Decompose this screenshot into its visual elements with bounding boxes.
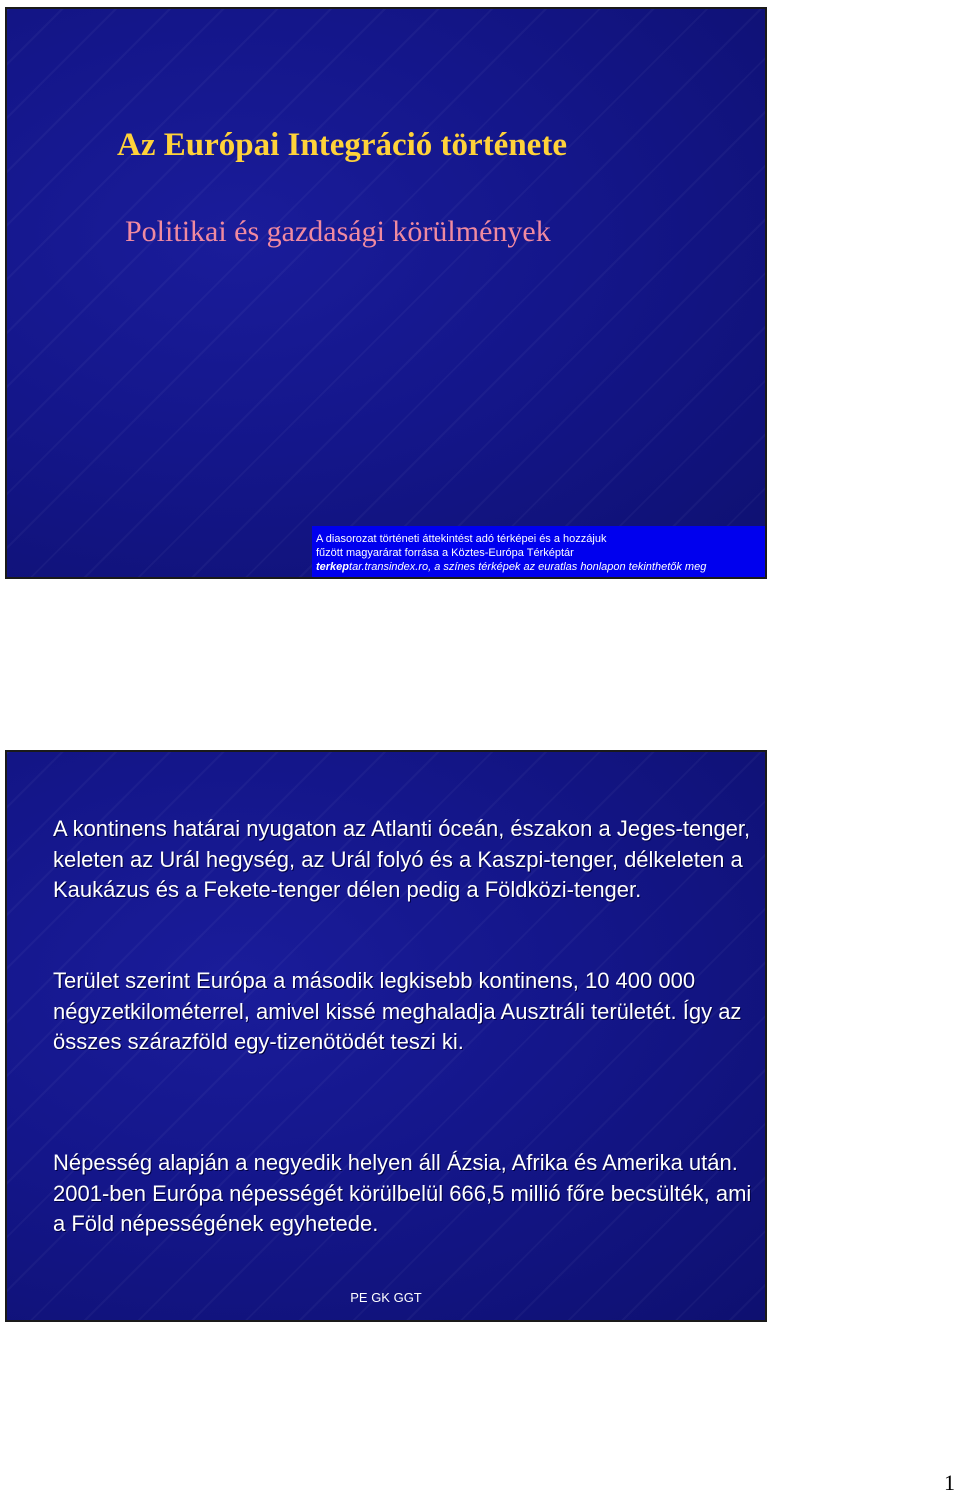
paragraph-borders-text: A kontinens határai nyugaton az Atlanti óceán, északon a Jeges-tenger, keleten az Urál hegység, az Urál folyó és a Kaszpi-tenger, délkeleten a Kaukázus és a Fekete-tenger délen pedig a Földközi-tenger. xyxy=(53,816,751,902)
slide-content xyxy=(5,750,767,1322)
source-line-3-tail: , a színes térképek az euratlas honlapon tekinthetők meg xyxy=(428,561,707,573)
slide-subtitle: Politikai és gazdasági körülmények xyxy=(125,215,551,248)
paragraph-population xyxy=(53,1148,753,1240)
slide-title xyxy=(5,7,767,579)
paragraph-area-text: Terület szerint Európa a második legkisebb kontinens, 10 400 000 négyzetkilométerrel, amivel kissé meghaladja Ausztráli területét. Így az összes szárazföld egy-tizenötödét teszi ki. xyxy=(53,968,742,1054)
source-link-bold: terkep xyxy=(316,561,350,573)
slide-title-heading: Az Európai Integráció története xyxy=(117,127,567,163)
paragraph-area xyxy=(53,966,753,1058)
paragraph-borders xyxy=(53,814,753,906)
source-note xyxy=(312,526,765,577)
source-line-1: A diasorozat történeti áttekintést adó térképei és a hozzájuk xyxy=(316,533,607,545)
slide-footer: PE GK GGT xyxy=(350,1290,422,1305)
paragraph-population-rank: Népesség alapján a negyedik helyen áll Ázsia, Afrika és Amerika után. xyxy=(53,1150,738,1175)
source-link-rest: tar.transindex.ro xyxy=(349,561,429,573)
paragraph-population-estimate: 2001-ben Európa népességét körülbelül 666,5 millió főre becsülték, ami a Föld népességének egyhetede. xyxy=(53,1180,752,1236)
source-line-2: fűzött magyarárat forrása a Köztes-Európa Térképtár xyxy=(316,547,574,559)
page-number: 1 xyxy=(944,1470,955,1495)
source-line-3 xyxy=(316,560,765,574)
